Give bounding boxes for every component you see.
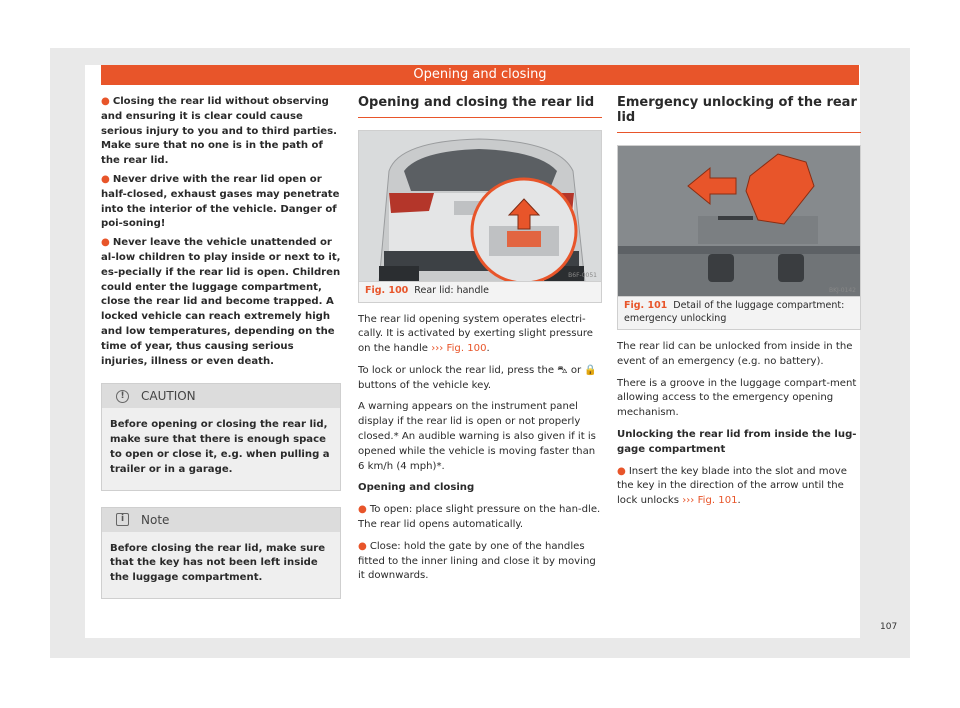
list-item: ● To open: place slight pressure on the han-dle. The rear lid opens automatically. — [358, 504, 601, 531]
bullet-icon: ● — [358, 504, 367, 516]
warning-list — [101, 95, 341, 369]
figure-caption: Fig. 100 Rear lid: handle — [358, 282, 602, 303]
paragraph: The rear lid can be unlocked from inside in the event of an emergency (e.g. no battery). — [617, 341, 853, 367]
subheading: Opening and closing — [358, 482, 475, 494]
note-box — [101, 507, 341, 599]
list-item: ● Insert the key blade into the slot and move the key in the direction of the arrow until the lock unlocks ››› Fig. 101. — [617, 465, 847, 507]
caution-header — [102, 384, 340, 408]
caution-box — [101, 383, 341, 490]
list-item: ● Close: hold the gate by one of the handles fitted to the inner lining and close it by moving it downwards. — [358, 540, 596, 582]
warning-item: ● Never leave the vehicle unattended or al-low children to play inside or next to it, es-pecially if the rear lid is open. Children could enter the luggage compartment, close the rear lid and become trapped. A locked vehicle can reach extremely high and low temperatures, depending on the time of year, thus causing serious injuries, illness or even death. — [101, 237, 341, 367]
note-title: Note — [141, 512, 170, 527]
note-text: Before closing the rear lid, make sure that the key has not been left inside the luggage compartment. — [110, 542, 326, 584]
car-rear-illustration — [359, 131, 602, 282]
bullet-icon: ● — [101, 96, 110, 107]
column-rear-lid — [358, 95, 602, 591]
page-header: Opening and closing — [101, 65, 859, 85]
luggage-compartment-illustration — [618, 146, 861, 297]
section-title: Opening and closing the rear lid — [358, 95, 602, 118]
bullet-icon: ● — [101, 237, 110, 249]
figure-emergency-unlocking — [617, 145, 861, 297]
figure-label: Fig. 100 — [365, 285, 409, 296]
bullet-icon: ● — [358, 540, 367, 552]
section-body — [617, 340, 861, 509]
warning-item: ● Closing the rear lid without observing and ensuring it is clear could cause serious injury to you and to third parties. Make sure that no one is in the path of the rear lid. — [101, 96, 337, 167]
paragraph: The rear lid opening system operates electri-cally. It is activated by exerting slight pressure on the handle ››› Fig. 100. — [358, 313, 594, 355]
arrow-icon: ››› — [431, 343, 444, 355]
figure-code: BKJ-0142 — [828, 287, 856, 294]
figure-code: B6F-0051 — [568, 272, 597, 279]
arrow-icon: ››› — [682, 495, 695, 507]
figure-rear-lid-handle — [358, 130, 602, 282]
paragraph: To lock or unlock the rear lid, press the ⛍ or 🔒 buttons of the vehicle key. — [358, 364, 597, 391]
caution-title: CAUTION — [141, 389, 196, 404]
warning-item: ● Never drive with the rear lid open or half-closed, exhaust gases may penetrate into the interior of the vehicle. Danger of poi-soning! — [101, 173, 340, 230]
note-header — [102, 508, 340, 532]
caution-icon: ! — [116, 390, 129, 403]
figure-link[interactable]: Fig. 101 — [697, 495, 738, 507]
paragraph: A warning appears on the instrument panel display if the rear lid is open or not properly closed.* An audible warning is also given if it is opened while the vehicle is moving faster than 6 km/h (4 mph)*. — [358, 401, 596, 472]
paragraph: There is a groove in the luggage compart-ment allowing access to the emergency opening mechanism. — [617, 377, 857, 419]
bullet-icon: ● — [617, 465, 626, 477]
section-body — [358, 313, 602, 585]
section-title: Emergency unlocking of the rear lid — [617, 95, 861, 133]
caution-text: Before opening or closing the rear lid, make sure that there is enough space to open or close it, e.g. when pulling a trailer or in a garage. — [110, 419, 330, 475]
bullet-icon: ● — [101, 173, 110, 185]
column-emergency — [617, 95, 861, 516]
info-icon: i — [116, 513, 129, 526]
page-number: 107 — [880, 622, 898, 632]
column-warnings — [101, 95, 341, 599]
subheading: Unlocking the rear lid from inside the lug-gage compartment — [617, 428, 857, 455]
figure-label: Fig. 101 — [624, 300, 668, 311]
figure-caption: Fig. 101 Detail of the luggage compartment: emergency unlocking — [617, 297, 861, 330]
figure-link[interactable]: Fig. 100 — [446, 343, 487, 355]
